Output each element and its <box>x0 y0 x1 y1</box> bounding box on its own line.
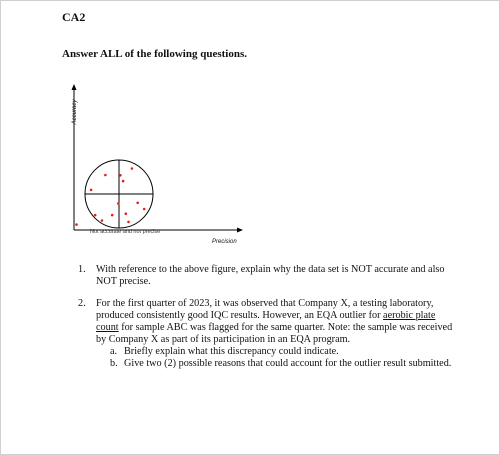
y-axis-arrow <box>72 84 77 90</box>
x-axis-arrow <box>237 228 243 233</box>
question-number: 1. <box>78 264 86 275</box>
question-text-after: for sample ABC was flagged for the same quarter. Note: the sample was received by Company X as part of its participation in an EQA program. <box>96 322 453 345</box>
sub-question-b <box>110 358 458 370</box>
data-point <box>119 174 122 177</box>
data-point <box>111 214 114 217</box>
sub-question-letter: a. <box>110 346 118 357</box>
data-points <box>75 167 145 226</box>
question-text-before: For the first quarter of 2023, it was observed that Company X, a testing laboratory, produced consistently good IQC results. However, an EQA outlier for <box>96 298 434 321</box>
x-axis-label: Precision <box>212 239 237 245</box>
sub-question-text: Give two (2) possible reasons that could account for the outlier result submitted. <box>124 358 452 369</box>
sub-question-text: Briefly explain what this discrepancy could indicate. <box>124 346 339 357</box>
data-point <box>117 202 120 205</box>
question-text: With reference to the above figure, explain why the data set is NOT accurate and also NOT precise. <box>96 264 445 287</box>
data-point <box>127 221 130 224</box>
data-point <box>75 223 78 226</box>
data-point <box>101 219 104 222</box>
instruction-heading: Answer ALL of the following questions. <box>62 48 247 60</box>
sub-question-a <box>110 346 458 358</box>
data-point <box>94 214 97 217</box>
question-list <box>78 264 458 380</box>
data-point <box>136 202 139 205</box>
sub-question-list <box>96 346 458 370</box>
data-point <box>143 208 146 211</box>
accuracy-precision-figure <box>52 78 252 256</box>
data-point <box>122 180 125 183</box>
data-point <box>125 212 128 215</box>
sub-question-letter: b. <box>110 358 118 369</box>
data-point <box>90 189 93 192</box>
data-point <box>104 174 107 177</box>
assignment-code: CA2 <box>62 10 86 24</box>
question-number: 2. <box>78 298 86 309</box>
question-2 <box>78 298 458 370</box>
figure-caption: Not accurate and not precise <box>90 229 161 235</box>
data-point <box>131 167 134 170</box>
y-axis-label: Accuracy <box>72 99 78 125</box>
underlined-term: aerobic plate count <box>96 310 436 333</box>
question-1 <box>78 264 458 288</box>
